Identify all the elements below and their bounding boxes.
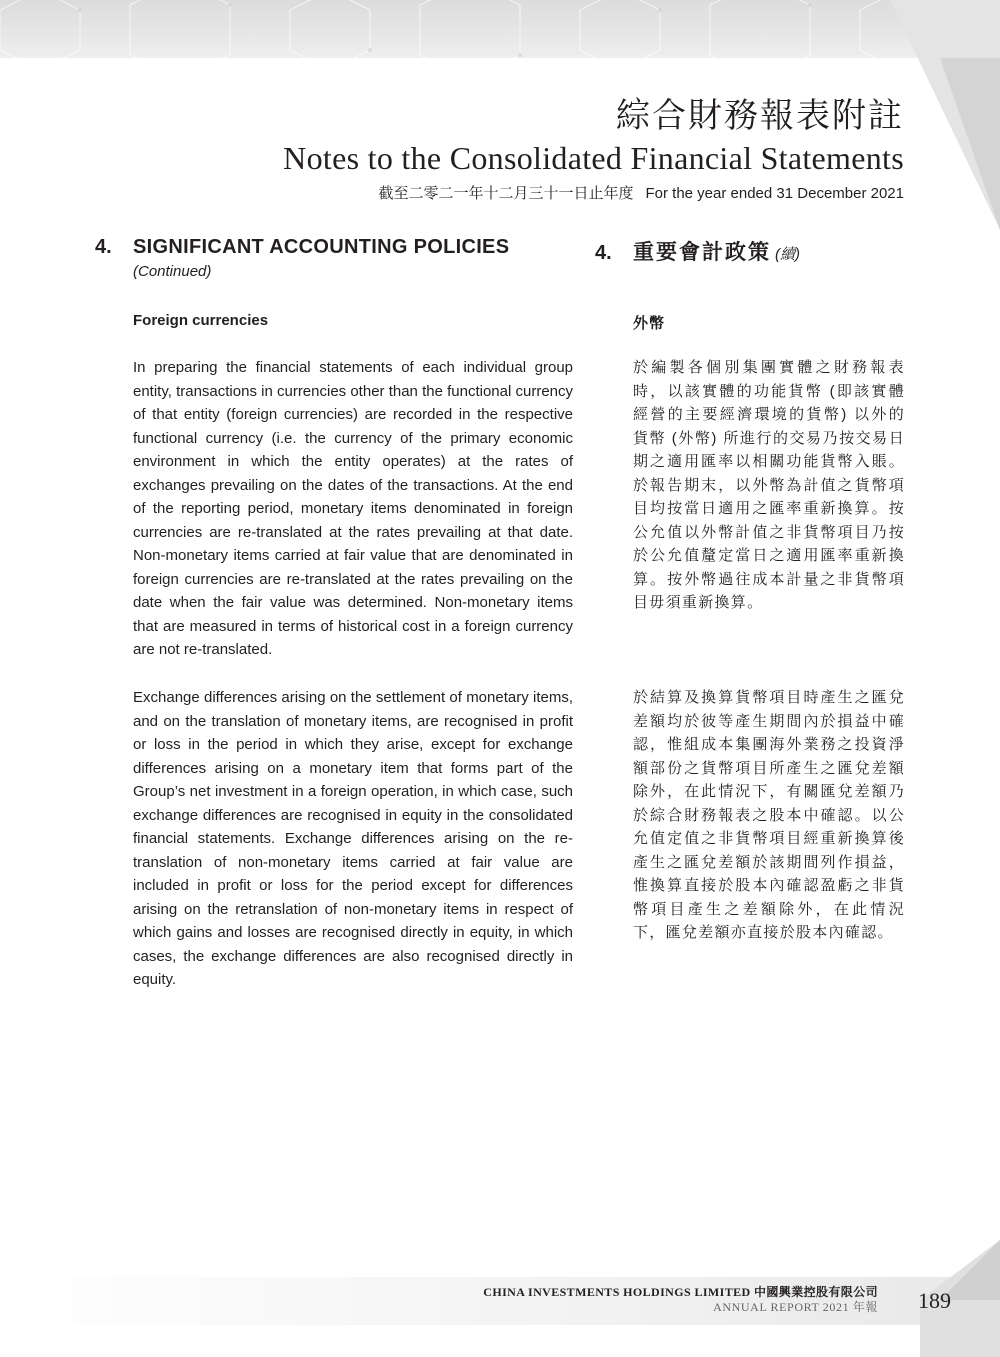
- section-heading-en: [95, 236, 573, 259]
- english-column: [95, 236, 573, 988]
- section-number-en: 4.: [95, 236, 112, 258]
- header-decoration: [0, 0, 1000, 58]
- paragraph-en-2: Exchange differences arising on the settlement of monetary items, and on the translation of monetary items, are recognised in profit or loss in the period in which they arise, except for exchange differences arising on a monetary item that forms part of the Group’s net investment in a foreign operation, in which case, such exchange differences are recognised in equity in the consolidated financial statements. Exchange differences arising on the re-translation of non-monetary items carried at fair value are included in profit or loss for the period except for differences arising on the retranslation of non-monetary items in respect of which gains and losses are recognised directly in equity, in which cases, the exchange differences are also recognised directly in equity.: [133, 689, 573, 988]
- corner-fold-decoration: [890, 0, 1000, 230]
- period-line: [283, 184, 904, 204]
- subheading-zh: 外幣: [633, 315, 666, 332]
- period-zh: 截至二零二一年十二月三十一日止年度: [378, 185, 634, 202]
- subheading-en: Foreign currencies: [133, 312, 269, 329]
- continued-label-zh: (續): [775, 246, 800, 263]
- section-title-zh: 重要會計政策: [633, 241, 771, 264]
- section-heading-zh: [595, 236, 905, 266]
- paragraph-zh-1: 於編製各個別集團實體之財務報表時，以該實體的功能貨幣 (即該實體經營的主要經濟環境的貨幣) 以外的貨幣 (外幣) 所進行的交易乃按交易日期之適用匯率以相關功能貨幣入賬。於報告期末，以外幣為計值之貨幣項目均按當日適用之匯率重新換算。按公允值以外幣計值之非貨幣項目乃按於公允值釐定當日之適用匯率重新換算。按外幣過往成本計量之非貨幣項目毋須重新換算。: [633, 359, 905, 611]
- period-en: For the year ended 31 December 2021: [645, 185, 904, 202]
- section-number-zh: 4.: [595, 242, 612, 264]
- paragraph-zh-2: 於結算及換算貨幣項目時產生之匯兌差額均於彼等產生期間內於損益中確認，惟組成本集團海外業務之投資淨額部份之貨幣項目所產生之匯兌差額除外，在此情況下，有關匯兌差額乃於綜合財務報表之股本中確認。以公允值定值之非貨幣項目經重新換算後產生之匯兌差額於該期間列作損益，惟換算直接於股本內確認盈虧之非貨幣項目產生之差額除外，在此情況下，匯兌差額亦直接於股本內確認。: [633, 689, 905, 941]
- footer-text: [483, 1285, 878, 1315]
- hexagon-pattern: [0, 0, 1000, 58]
- chinese-column: [595, 236, 905, 941]
- section-title-en: SIGNIFICANT ACCOUNTING POLICIES: [133, 236, 510, 258]
- company-name: CHINA INVESTMENTS HOLDINGS LIMITED 中國興業控股有限公司: [483, 1285, 878, 1299]
- paragraph-en-1: In preparing the financial statements of each individual group entity, transactions in currencies other than the functional currency of that entity (foreign currencies) are recorded in the respective functional currency (i.e. the currency of the primary economic environment in which the entity operates) at the rates of exchanges prevailing on the dates of the transactions. At the end of the reporting period, monetary items denominated in foreign currencies are re-translated at the rates prevailing at that date. Non-monetary items carried at fair value that are denominated in foreign currencies are re-translated at the rates prevailing on the date when the fair value was determined. Non-monetary items that are measured in terms of historical cost in a foreign currency are not re-translated.: [133, 359, 573, 658]
- continued-label-en: (Continued): [133, 263, 212, 280]
- page-header: [283, 96, 904, 204]
- page-title-zh: 綜合財務報表附註: [616, 96, 904, 136]
- page-number: 189: [918, 1288, 951, 1313]
- page-title-en: Notes to the Consolidated Financial Statements: [283, 140, 904, 176]
- annual-report-label: ANNUAL REPORT 2021 年報: [713, 1300, 878, 1314]
